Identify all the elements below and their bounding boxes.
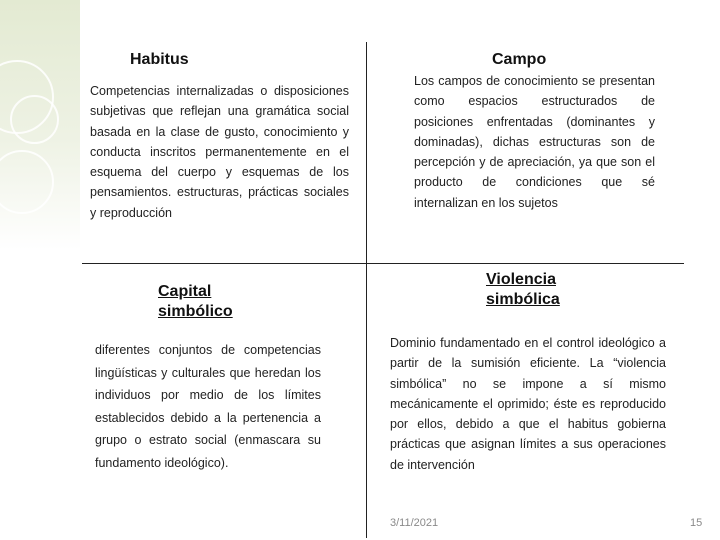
capital-title-line1: Capital [158,283,212,300]
vertical-divider [366,42,367,538]
habitus-text: Competencias internalizadas o disposiciones subjetivas que reflejan una gramática social basada en la clase de gusto, conocimiento y conducta inscritos permanentemente en el esquema del cuerpo y esquemas de los pensamientos. estructuras, prácticas sociales y reproducción [90,84,349,220]
horizontal-divider [82,263,684,264]
capital-text: diferentes conjuntos de competencias lingüísticas y culturales que heredan los individuos por medio de los límites establecidos debido a la pertenencia a grupo o estrato social (enmascara su fundamento ideológico). [95,343,321,470]
violencia-text: Dominio fundamentado en el control ideológico a partir de la sumisión eficiente. La “violencia simbólica” no se impone a sí mismo mecánicamente el oprimido; éste es reproducido por ellos, debido a que el habitus gobierna prácticas que asignan límites a sus operaciones de intervención [390,336,666,472]
decorative-circle [0,150,54,214]
campo-text: Los campos de conocimiento se presentan como espacios estructurados de posiciones enfrentadas (dominantes y dominadas), dichas estructuras son de percepción y de apreciación, ya que son el producto de condiciones que sé internalizan en los sujetos [414,74,655,210]
decorative-circle [10,95,59,144]
capital-simbolico-title [158,282,233,322]
corner-decoration [0,0,80,250]
violencia-title-line1: Violencia [486,271,556,288]
footer-date: 3/11/2021 [390,517,439,529]
violencia-title-line2: simbólica [486,291,560,308]
capital-title-line2: simbólico [158,303,233,320]
page-number: 15 [690,517,703,529]
violencia-simbolica-title [486,270,560,310]
habitus-title: Habitus [130,51,189,68]
campo-title: Campo [492,51,547,68]
